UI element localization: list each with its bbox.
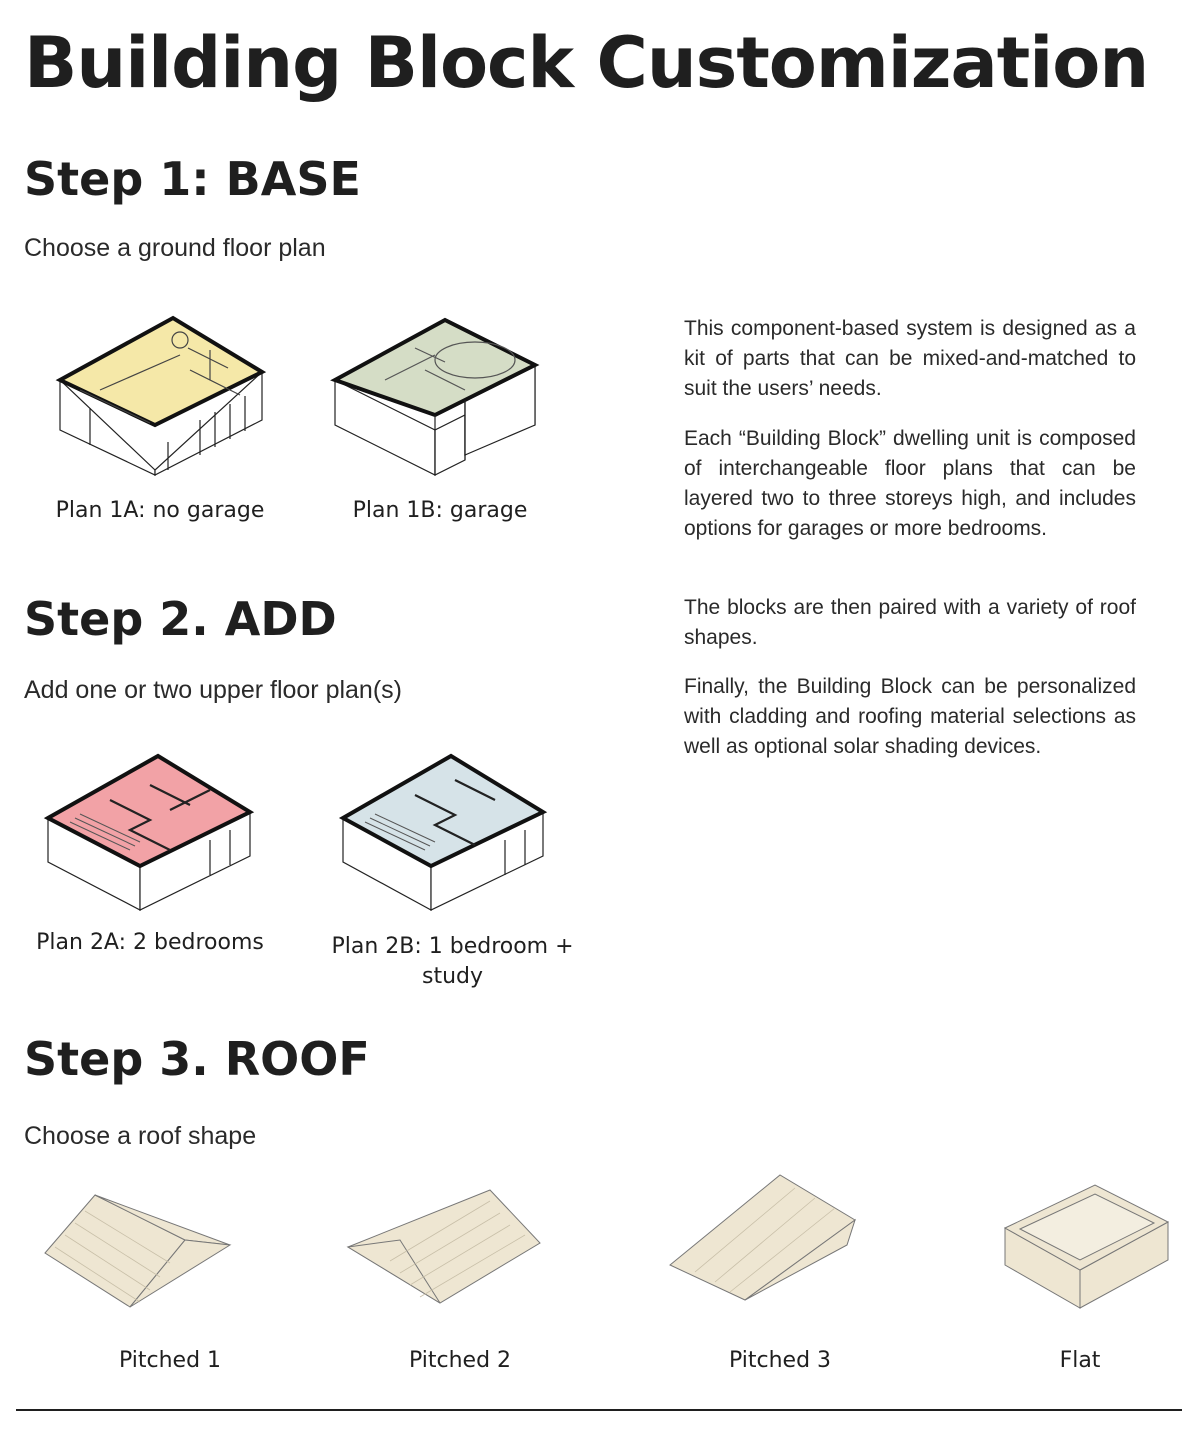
plan-2a-label: Plan 2A: 2 bedrooms — [36, 930, 264, 955]
description-paragraph-1: This component-based system is designed as a kit of parts that can be mixed-and-matched to suit the users’ needs. — [684, 317, 1136, 400]
step-1-subtitle: Choose a ground floor plan — [24, 234, 326, 262]
roof-pitched-3-diagram[interactable] — [665, 1170, 865, 1310]
bottom-divider — [16, 1409, 1182, 1411]
roof-flat-diagram[interactable] — [1000, 1180, 1175, 1315]
roof-pitched-1-diagram[interactable] — [40, 1185, 240, 1315]
plan-2b-diagram[interactable] — [335, 750, 555, 920]
plan-1b-label: Plan 1B: garage — [352, 498, 528, 523]
step-3-heading: Step 3. ROOF — [24, 1032, 370, 1086]
description-paragraph-4: Finally, the Building Block can be personalized with cladding and roofing material selections as well as optional solar shading devices. — [684, 675, 1136, 758]
roof-pitched-2-label: Pitched 2 — [408, 1348, 512, 1373]
roof-pitched-1-label: Pitched 1 — [118, 1348, 222, 1373]
plan-2a-diagram[interactable] — [40, 750, 260, 920]
step-2-subtitle: Add one or two upper floor plan(s) — [24, 676, 402, 704]
roof-pitched-3-label: Pitched 3 — [728, 1348, 832, 1373]
description-paragraph-2: Each “Building Block” dwelling unit is composed of interchangeable floor plans that can be layered two to three storeys high, and includes options for garages or more bedrooms. — [684, 427, 1136, 540]
plan-2b-label: Plan 2B: 1 bedroom + study — [331, 934, 574, 989]
plan-1a-diagram[interactable] — [40, 310, 280, 490]
roof-pitched-2-diagram[interactable] — [340, 1185, 550, 1315]
roof-flat-label: Flat — [1059, 1348, 1101, 1373]
step-2-heading: Step 2. ADD — [24, 592, 337, 646]
page-title: Building Block Customization — [24, 22, 1149, 104]
step-3-subtitle: Choose a roof shape — [24, 1122, 257, 1150]
step-1-heading: Step 1: BASE — [24, 152, 361, 206]
description-paragraph-3: The blocks are then paired with a variety of roof shapes. — [684, 596, 1136, 649]
plan-1b-diagram[interactable] — [325, 310, 555, 490]
plan-1a-label: Plan 1A: no garage — [55, 498, 265, 523]
